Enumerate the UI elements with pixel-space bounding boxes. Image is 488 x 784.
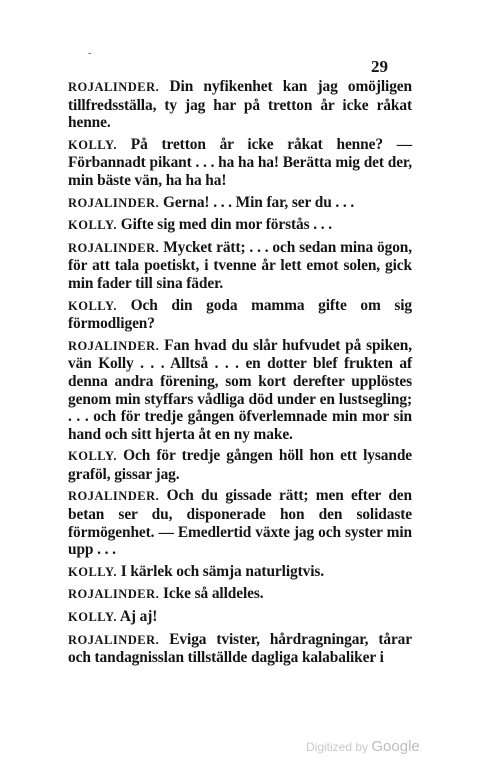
dialogue-paragraph: [62, 585, 412, 604]
dialogue-paragraph: [62, 297, 412, 333]
dialogue-paragraph: [62, 487, 412, 558]
dialogue-text: Gifte sig med din mor förstås . . .: [120, 216, 332, 234]
dialogue-paragraph: [62, 631, 412, 667]
speaker-name: ROJALINDER.: [68, 338, 160, 353]
speaker-name: ROJALINDER.: [68, 587, 160, 602]
dialogue-paragraph: [62, 239, 412, 293]
dialogue-paragraph: [62, 447, 412, 483]
dialogue-paragraph: [62, 216, 412, 235]
speaker-name: KOLLY.: [68, 218, 117, 233]
dialogue-paragraph: [62, 136, 412, 190]
page-number: 29: [371, 57, 388, 76]
dialogue-text: Aj aj!: [119, 608, 158, 626]
speaker-name: KOLLY.: [68, 564, 117, 579]
speaker-name: ROJALINDER.: [68, 489, 160, 504]
dialogue-paragraph: [62, 337, 412, 444]
google-watermark: [306, 738, 420, 755]
dialogue-text: Och din goda mamma gifte om sig förmodligen?: [68, 296, 413, 333]
speaker-name: KOLLY.: [68, 298, 117, 313]
dialogue-text: Och för tredje gången höll hon ett lysande graföl, gissar jag.: [68, 447, 413, 483]
speaker-name: ROJALINDER.: [68, 240, 160, 255]
dialogue-text: På tretton år icke råkat henne? — Förbannadt pikant . . . ha ha ha! Berätta mig det der, min bäste vän, ha ha ha!: [68, 135, 412, 189]
speaker-name: KOLLY.: [68, 137, 117, 152]
dialogue-paragraph: [62, 608, 412, 627]
dialogue-text: I kärlek och sämja naturligtvis.: [120, 562, 325, 580]
dialogue-paragraph: [62, 194, 412, 213]
dialogue-text: Eviga tvister, hårdragningar, tårar och tandagnisslan tillställde dagliga kalabaliker i: [68, 630, 413, 667]
dialogue-text: Icke så alldeles.: [163, 585, 264, 603]
dialogue-text: Och du gissade rätt; men efter den betan ser du, disponerade hon den solidaste förmögenhet. — Emedlertid växte jag och syster min upp . . .: [68, 487, 413, 559]
speaker-name: ROJALINDER.: [68, 195, 160, 210]
dialogue-text: Fan hvad du slår hufvudet på spiken, vän Kolly . . . Alltså . . . en dotter blef frukten af denna andra förening, som kort derefter upplöstes genom min styffars vådliga död under en lustsegling; . . . och för tredje gången öfverlemnade min mor sin hand och sitt hjerta åt en ny make.: [68, 336, 412, 443]
text-block: [62, 78, 412, 671]
dialogue-text: Gerna! . . . Min far, ser du . . .: [163, 193, 355, 211]
watermark-prefix: Digitized by: [306, 740, 369, 754]
dialogue-text: Mycket rätt; . . . och sedan mina ögon, för att tala poetiskt, i tvenne år lett emot solen, gick min fader till sina fäder.: [68, 238, 412, 292]
dialogue-text: Din nyfikenhet kan jag omöjligen tillfredsställa, ty jag har på tretton år icke råkat henne.: [68, 78, 412, 132]
dialogue-paragraph: [62, 563, 412, 582]
scan-speck: ‐: [88, 48, 92, 59]
speaker-name: ROJALINDER.: [68, 80, 160, 94]
speaker-name: KOLLY.: [68, 610, 117, 625]
dialogue-paragraph: [62, 78, 412, 132]
speaker-name: KOLLY.: [68, 449, 117, 464]
watermark-brand: Google: [371, 738, 420, 755]
speaker-name: ROJALINDER.: [68, 632, 160, 647]
